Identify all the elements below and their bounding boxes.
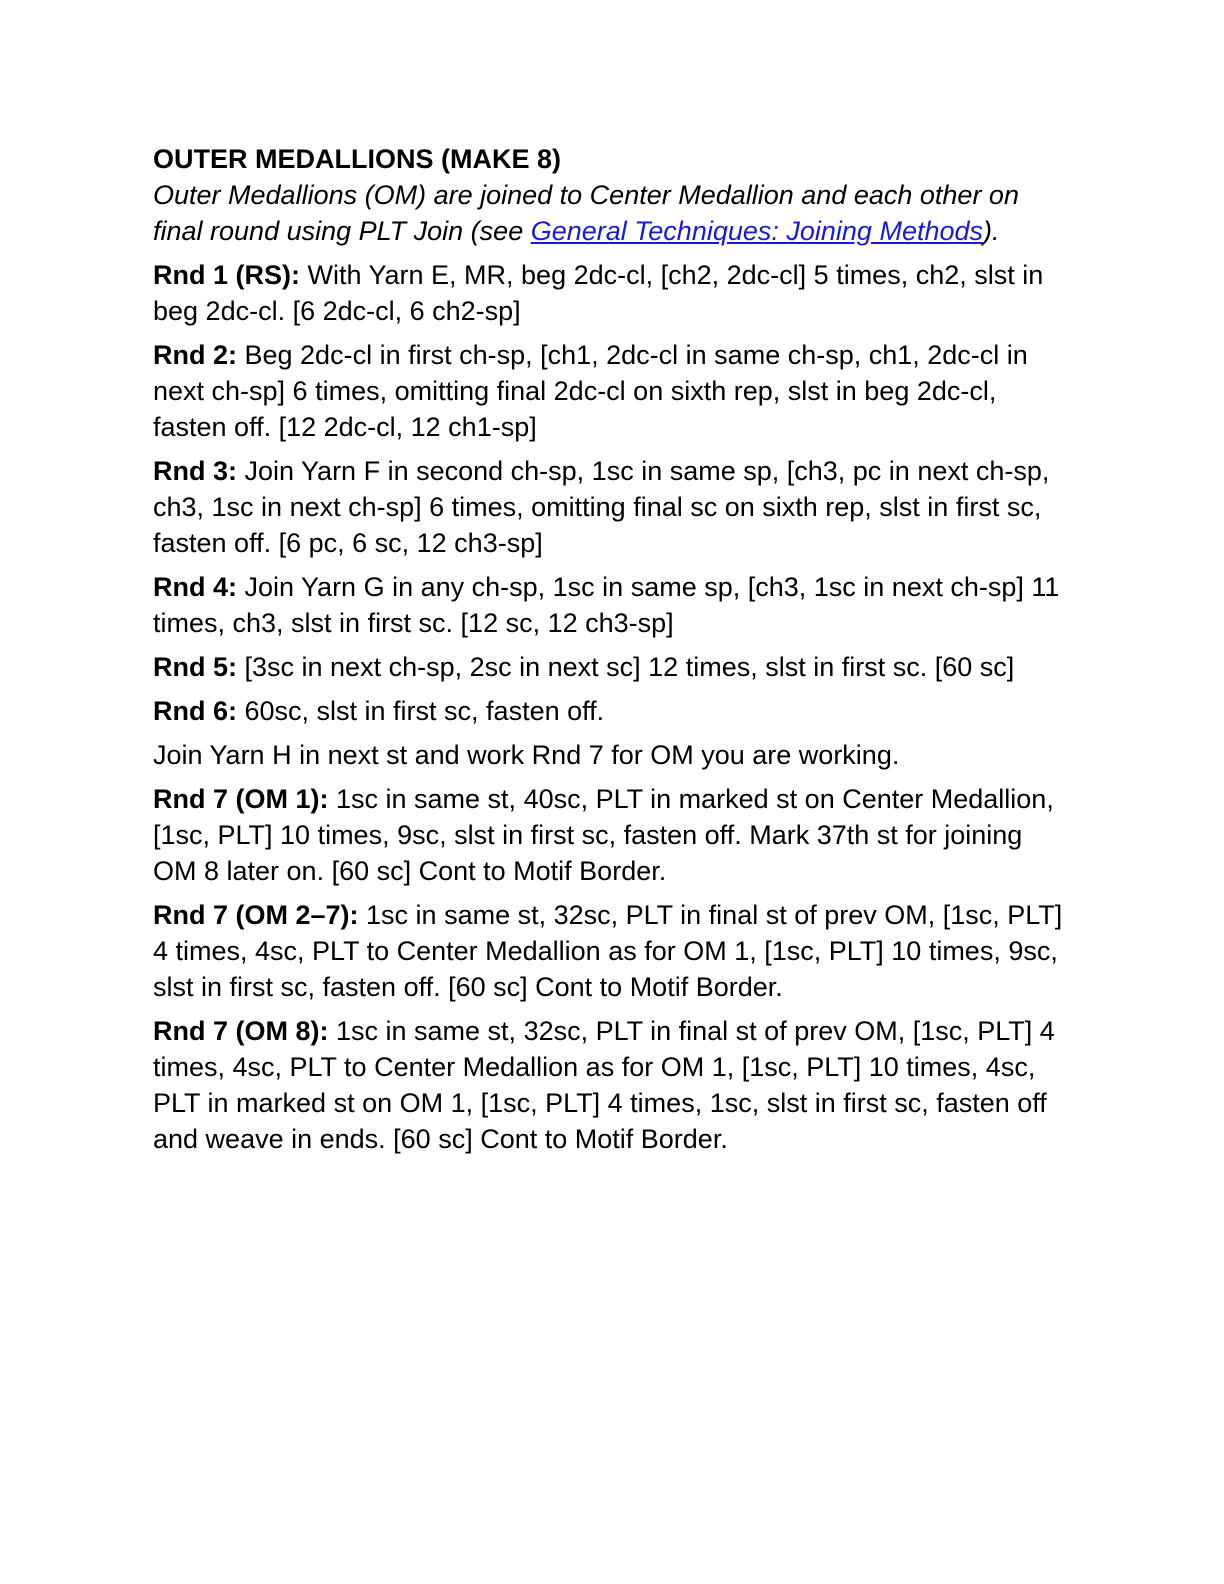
round-7-om1-instruction bbox=[153, 781, 1063, 889]
round-text: 60sc, slst in first sc, fasten off. bbox=[237, 696, 605, 726]
intro-text: Outer Medallions (OM) are joined to Center Medallion and each other on final round using PLT Join (see bbox=[153, 180, 1019, 246]
round-7-om2-7-instruction bbox=[153, 897, 1063, 1005]
round-6-instruction bbox=[153, 693, 1063, 729]
round-label: Rnd 5: bbox=[153, 652, 237, 682]
round-4-instruction bbox=[153, 569, 1063, 641]
round-label: Rnd 2: bbox=[153, 340, 237, 370]
section-heading: OUTER MEDALLIONS (MAKE 8) bbox=[153, 144, 561, 174]
general-techniques-link[interactable]: General Techniques: Joining Methods bbox=[530, 216, 984, 246]
round-3-instruction bbox=[153, 453, 1063, 561]
round-text: 1sc in same st, 32sc, PLT in final st of prev OM, [1sc, PLT] 4 times, 4sc, PLT to Center Medallion as for OM 1, [1sc, PLT] 10 times, 9sc, slst in first sc, fasten off. [60 sc] Cont to Motif Border. bbox=[153, 900, 1063, 1002]
round-text: 1sc in same st, 40sc, PLT in marked st on Center Medallion, [1sc, PLT] 10 times, 9sc, slst in first sc, fasten off. Mark 37th st for joining OM 8 later on. [60 sc] Cont to Motif Border. bbox=[153, 784, 1054, 886]
round-label: Rnd 7 (OM 8): bbox=[153, 1016, 329, 1046]
round-text: 1sc in same st, 32sc, PLT in final st of prev OM, [1sc, PLT] 4 times, 4sc, PLT to Center Medallion as for OM 1, [1sc, PLT] 10 times, 4sc, PLT in marked st on OM 1, [1sc, PLT] 4 times, 1sc, slst in first sc, fasten off and weave in ends. [60 sc] Cont to Motif Border. bbox=[153, 1016, 1055, 1154]
round-1-instruction bbox=[153, 257, 1063, 329]
round-5-instruction bbox=[153, 649, 1063, 685]
round-text: [3sc in next ch-sp, 2sc in next sc] 12 times, slst in first sc. [60 sc] bbox=[237, 652, 1015, 682]
round-2-instruction bbox=[153, 337, 1063, 445]
round-7-om8-instruction bbox=[153, 1013, 1063, 1157]
round-text: With Yarn E, MR, beg 2dc-cl, [ch2, 2dc-cl] 5 times, ch2, slst in beg 2dc-cl. [6 2dc-cl, 6 ch2-sp] bbox=[153, 260, 1044, 326]
round-label: Rnd 3: bbox=[153, 456, 237, 486]
round-text: Join Yarn G in any ch-sp, 1sc in same sp, [ch3, 1sc in next ch-sp] 11 times, ch3, slst in first sc. [12 sc, 12 ch3-sp] bbox=[153, 572, 1060, 638]
join-note: Join Yarn H in next st and work Rnd 7 for OM you are working. bbox=[153, 740, 900, 770]
intro-text-end: ). bbox=[983, 216, 1000, 246]
round-text: Beg 2dc-cl in first ch-sp, [ch1, 2dc-cl in same ch-sp, ch1, 2dc-cl in next ch-sp] 6 times, omitting final 2dc-cl on sixth rep, slst in beg 2dc-cl, fasten off. [12 2dc-cl, 12 ch1-sp] bbox=[153, 340, 1028, 442]
round-label: Rnd 7 (OM 1): bbox=[153, 784, 329, 814]
round-label: Rnd 4: bbox=[153, 572, 237, 602]
document-page bbox=[153, 141, 1063, 1165]
round-text: Join Yarn F in second ch-sp, 1sc in same sp, [ch3, pc in next ch-sp, ch3, 1sc in next ch-sp] 6 times, omitting final sc on sixth rep, slst in first sc, fasten off. [6 pc, 6 sc, 12 ch3-sp] bbox=[153, 456, 1050, 558]
intro-paragraph bbox=[153, 177, 1063, 249]
round-label: Rnd 7 (OM 2–7): bbox=[153, 900, 359, 930]
round-label: Rnd 6: bbox=[153, 696, 237, 726]
round-label: Rnd 1 (RS): bbox=[153, 260, 300, 290]
